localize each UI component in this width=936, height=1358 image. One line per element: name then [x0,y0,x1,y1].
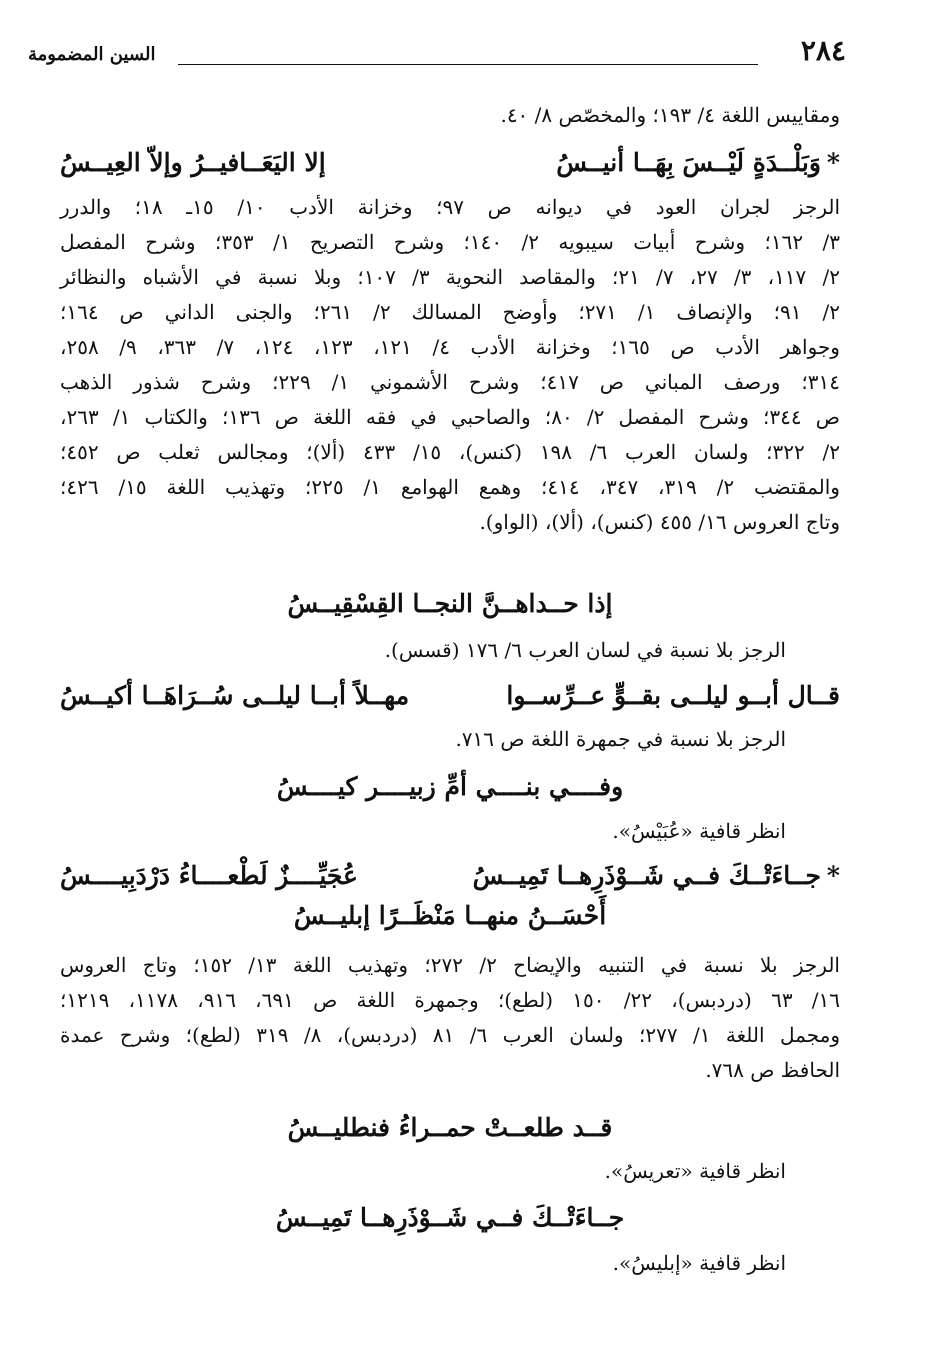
commentary-2: الرجز بلا نسبة في لسان العرب ٦/ ١٧٦ (قسس). [384,638,786,662]
verse-3 [60,678,840,714]
commentary-3: الرجز بلا نسبة في جمهرة اللغة ص ٧١٦. [455,727,786,751]
commentary-line: والمقتضب ٢/ ٣١٩، ٣٤٧، ٤١٤؛ وهمع الهوامع ١/ ٢٢٥؛ وتهذيب اللغة ١٥/ ٤٢٦؛ [60,475,840,499]
commentary-line: الرجز بلا نسبة في التنبيه والإيضاح ٢/ ٢٧٢؛ وتهذيب اللغة ١٣/ ١٥٢؛ وتاج العروس [60,953,840,977]
commentary-line: ومجمل اللغة ١/ ٢٧٧؛ ولسان العرب ٦/ ٨١ (دردبس)، ٨/ ٣١٩ (لطع)؛ وشرح عمدة [60,1023,840,1047]
verse-7: جــاءَتْــكَ فــي شَــوْذَرِهــا تَمِيــسُ [275,1203,625,1232]
verse-4: وفــــي بنــــي أمِّ زبيــــر كيــــسُ [276,772,624,801]
commentary-line: الرجز لجران العود في ديوانه ص ٩٧؛ وخزانة الأدب ١٠/ ١٥ـ ١٨؛ والدرر [60,195,840,219]
commentary-line: ص ٣٤٤؛ وشرح المفصل ٢/ ٨٠؛ والصاحبي في فقه اللغة ص ١٣٦؛ والكتاب ١/ ٢٦٣، [60,405,840,429]
commentary-4: انظر قافية «عُبَيْسُ». [612,819,786,843]
commentary-line: ٣/ ١٦٢؛ وشرح أبيات سيبويه ٢/ ١٤٠؛ وشرح التصريح ١/ ٣٥٣؛ وشرح المفصل [60,230,840,254]
section-title: السين المضمومة [28,44,156,65]
commentary-line: ٢/ ١١٧، ٣/ ٢٧، ٧/ ٢١؛ والمقاصد النحوية ٣/ ١٠٧؛ وبلا نسبة في الأشباه والنظائر [60,265,840,289]
hemistich-right: *وَبَلْــدَةٍ لَيْــسَ بِهَــا أنيــسُ [556,148,840,177]
intro-line: ومقاييس اللغة ٤/ ١٩٣؛ والمخصّص ٨/ ٤٠. [500,103,840,127]
verse-1 [60,145,840,181]
commentary-line: وتاج العروس ١٦/ ٤٥٥ (كنس)، (ألا)، (الواو). [479,510,840,534]
commentary-line: وجواهر الأدب ص ١٦٥؛ وخزانة الأدب ٤/ ١٢١، ١٢٣، ١٢٤، ٧/ ٣٦٣، ٩/ ٢٥٨، [60,335,840,359]
hemistich-left: مهــلاً أبــا ليلــى سُــرَاهَــا أكيــسُ [60,681,410,710]
hemistich-right: *جــاءَتْــكَ فــي شَــوْذَرِهــا تَمِيــسُ [472,861,840,890]
commentary-line: ٢/ ٣٢٢؛ ولسان العرب ٦/ ١٩٨ (كنس)، ١٥/ ٤٣٣ (ألا)؛ ومجالس ثعلب ص ٤٥٢؛ [60,440,840,464]
commentary-line: الحافظ ص ٧٦٨. [705,1058,840,1082]
hemistich-right: قــال أبــو ليلــى بقــوٍّ عــرِّســوا [506,681,840,710]
page-header [28,30,846,80]
hemistich-left: عُجَيِّــــزٌ لَطْعــــاءُ دَرْدَبِيــــسُ [60,861,358,890]
commentary-1 [60,190,840,540]
star-marker: * [826,861,840,890]
commentary-line: ١٦/ ٦٣ (دردبس)، ٢٢/ ١٥٠ (لطع)؛ وجمهرة اللغة ص ٦٩١، ٩١٦، ١١٧٨، ١٢١٩؛ [60,988,841,1012]
verse-2: إذا حــداهــنَّ النجــا القِسْقِيــسُ [287,589,613,618]
commentary-5 [60,948,840,1088]
commentary-6: انظر قافية «تعريسُ». [604,1159,786,1183]
star-marker: * [826,148,840,177]
page-number: ٢٨٤ [800,34,846,67]
commentary-7: انظر قافية «إبليسُ». [612,1251,786,1275]
commentary-line: ٢/ ٩١؛ والإنصاف ١/ ٢٧١؛ وأوضح المسالك ٢/ ٢٦١؛ والجنى الداني ص ١٦٤؛ [60,300,840,324]
header-rule [178,64,758,65]
verse-6: قــد طلعــتْ حمــراءُ فنطليــسُ [287,1113,613,1142]
verse-5 [60,858,840,894]
commentary-line: ٣١٤؛ ورصف المباني ص ٤١٧؛ وشرح الأشموني ١/ ٢٢٩؛ وشرح شذور الذهب [60,370,840,394]
verse-5-line-2: أَحْسَــنُ منهــا مَنْظَــرًا إبليــسُ [293,901,607,930]
hemistich-left: إلا اليَعَــافيــرُ وإلاّ العِيــسُ [60,148,326,177]
